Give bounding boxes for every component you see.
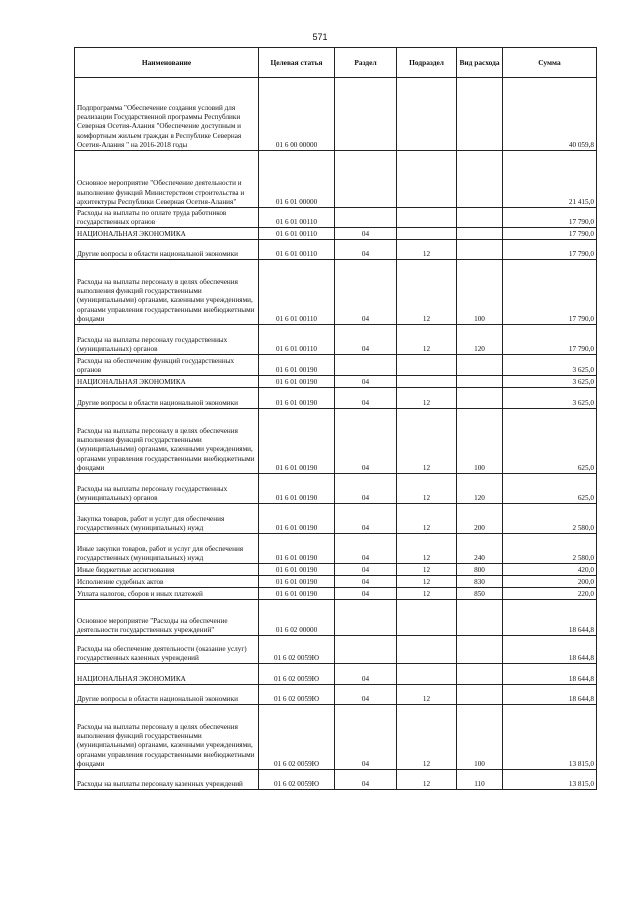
cell-name: Расходы на выплаты персоналу государственных (муниципальных) органов — [75, 474, 259, 504]
header-name: Наименование — [75, 48, 259, 78]
table-row — [75, 208, 597, 228]
cell-target-article: 01 6 02 0059Ю — [259, 770, 335, 790]
cell-section: 04 — [335, 409, 397, 474]
cell-name: Расходы на обеспечение деятельности (оказание услуг) государственных казенных учреждений — [75, 636, 259, 664]
cell-sum: 17 790,0 — [503, 240, 597, 260]
cell-expense-type — [457, 228, 503, 240]
cell-name: Закупка товаров, работ и услуг для обеспечения государственных (муниципальных) нужд — [75, 504, 259, 534]
cell-sum: 13 815,0 — [503, 705, 597, 770]
cell-target-article: 01 6 01 00190 — [259, 564, 335, 576]
cell-sum: 40 059,8 — [503, 78, 597, 151]
cell-sum: 17 790,0 — [503, 325, 597, 355]
cell-expense-type — [457, 78, 503, 151]
cell-sum: 17 790,0 — [503, 260, 597, 325]
cell-target-article: 01 6 01 00110 — [259, 228, 335, 240]
table-row — [75, 325, 597, 355]
cell-section: 04 — [335, 685, 397, 705]
cell-section: 04 — [335, 240, 397, 260]
cell-subsection — [397, 636, 457, 664]
cell-expense-type — [457, 600, 503, 636]
cell-target-article: 01 6 01 00190 — [259, 504, 335, 534]
cell-target-article: 01 6 01 00190 — [259, 409, 335, 474]
cell-name: Уплата налогов, сборов и иных платежей — [75, 588, 259, 600]
cell-target-article: 01 6 00 00000 — [259, 78, 335, 151]
cell-section: 04 — [335, 534, 397, 564]
cell-section: 04 — [335, 664, 397, 685]
cell-target-article: 01 6 01 00000 — [259, 151, 335, 208]
cell-sum: 13 815,0 — [503, 770, 597, 790]
cell-expense-type — [457, 636, 503, 664]
cell-subsection: 12 — [397, 576, 457, 588]
cell-sum: 420,0 — [503, 564, 597, 576]
cell-expense-type — [457, 685, 503, 705]
cell-sum: 18 644,8 — [503, 636, 597, 664]
cell-section — [335, 78, 397, 151]
cell-subsection — [397, 664, 457, 685]
cell-subsection: 12 — [397, 325, 457, 355]
table-row — [75, 534, 597, 564]
table-row — [75, 355, 597, 376]
cell-expense-type — [457, 151, 503, 208]
cell-name: Основное мероприятие "Обеспечение деятельности и выполнение функций Министерством строительства и архитектуры Республики Северная Осетия-Алания" — [75, 151, 259, 208]
cell-target-article: 01 6 02 0059Ю — [259, 664, 335, 685]
cell-subsection: 12 — [397, 685, 457, 705]
table-row — [75, 474, 597, 504]
cell-target-article: 01 6 01 00110 — [259, 208, 335, 228]
table-row — [75, 504, 597, 534]
cell-name: Другие вопросы в области национальной экономики — [75, 240, 259, 260]
cell-name: Расходы на обеспечение функций государственных органов — [75, 355, 259, 376]
cell-subsection: 12 — [397, 504, 457, 534]
cell-section: 04 — [335, 376, 397, 388]
cell-subsection — [397, 78, 457, 151]
cell-section: 04 — [335, 770, 397, 790]
cell-expense-type — [457, 208, 503, 228]
cell-subsection — [397, 600, 457, 636]
cell-subsection — [397, 208, 457, 228]
cell-sum: 18 644,8 — [503, 600, 597, 636]
cell-sum: 220,0 — [503, 588, 597, 600]
cell-target-article: 01 6 01 00110 — [259, 240, 335, 260]
cell-target-article: 01 6 01 00190 — [259, 388, 335, 409]
cell-name: Расходы на выплаты по оплате труда работников государственных органов — [75, 208, 259, 228]
cell-sum: 21 415,0 — [503, 151, 597, 208]
table-row — [75, 576, 597, 588]
cell-section — [335, 600, 397, 636]
cell-sum: 3 625,0 — [503, 388, 597, 409]
cell-subsection: 12 — [397, 388, 457, 409]
cell-target-article: 01 6 01 00190 — [259, 355, 335, 376]
cell-section: 04 — [335, 474, 397, 504]
cell-target-article: 01 6 01 00110 — [259, 325, 335, 355]
cell-expense-type: 120 — [457, 325, 503, 355]
cell-section: 04 — [335, 705, 397, 770]
budget-table — [74, 47, 597, 790]
cell-subsection: 12 — [397, 705, 457, 770]
cell-sum: 625,0 — [503, 474, 597, 504]
cell-sum: 18 644,8 — [503, 664, 597, 685]
header-expense-type: Вид расхода — [457, 48, 503, 78]
table-row — [75, 770, 597, 790]
cell-target-article: 01 6 01 00190 — [259, 588, 335, 600]
cell-section: 04 — [335, 576, 397, 588]
cell-section: 04 — [335, 388, 397, 409]
cell-expense-type: 200 — [457, 504, 503, 534]
table-row — [75, 228, 597, 240]
cell-expense-type: 100 — [457, 705, 503, 770]
cell-expense-type: 800 — [457, 564, 503, 576]
cell-target-article: 01 6 01 00190 — [259, 576, 335, 588]
cell-subsection: 12 — [397, 260, 457, 325]
cell-expense-type: 100 — [457, 260, 503, 325]
table-row — [75, 151, 597, 208]
cell-subsection — [397, 355, 457, 376]
cell-sum: 2 580,0 — [503, 504, 597, 534]
cell-subsection: 12 — [397, 564, 457, 576]
table-row — [75, 664, 597, 685]
cell-sum: 2 580,0 — [503, 534, 597, 564]
cell-target-article: 01 6 02 0059Ю — [259, 636, 335, 664]
cell-name: Расходы на выплаты персоналу в целях обеспечения выполнения функций государственными (муниципальными) органами, казенными учреждениями, органами управления государственными внебюджетными фондами — [75, 260, 259, 325]
cell-name: Иные закупки товаров, работ и услуг для обеспечения государственных (муниципальных) нужд — [75, 534, 259, 564]
cell-name: НАЦИОНАЛЬНАЯ ЭКОНОМИКА — [75, 228, 259, 240]
cell-sum: 17 790,0 — [503, 228, 597, 240]
cell-name: Расходы на выплаты персоналу казенных учреждений — [75, 770, 259, 790]
cell-subsection: 12 — [397, 474, 457, 504]
cell-expense-type — [457, 240, 503, 260]
header-target-article: Целевая статья — [259, 48, 335, 78]
header-subsection: Подраздел — [397, 48, 457, 78]
table-row — [75, 260, 597, 325]
cell-name: НАЦИОНАЛЬНАЯ ЭКОНОМИКА — [75, 376, 259, 388]
cell-section: 04 — [335, 325, 397, 355]
cell-expense-type: 850 — [457, 588, 503, 600]
cell-target-article: 01 6 02 00000 — [259, 600, 335, 636]
cell-expense-type: 120 — [457, 474, 503, 504]
cell-section — [335, 208, 397, 228]
cell-subsection: 12 — [397, 240, 457, 260]
table-row — [75, 376, 597, 388]
table-header-row — [75, 48, 597, 78]
table-body — [75, 78, 597, 790]
cell-target-article: 01 6 01 00190 — [259, 534, 335, 564]
cell-section: 04 — [335, 504, 397, 534]
cell-name: Расходы на выплаты персоналу государственных (муниципальных) органов — [75, 325, 259, 355]
cell-sum: 3 625,0 — [503, 376, 597, 388]
cell-name: Подпрограмма "Обеспечение создания условий для реализации Государственной программы Республики Северная Осетия-Алания "Обеспечение доступным и комфортным жильем граждан в Республике Северная Осетия-Алания " на 2016-2018 годы — [75, 78, 259, 151]
cell-expense-type — [457, 355, 503, 376]
cell-name: Расходы на выплаты персоналу в целях обеспечения выполнения функций государственными (муниципальными) органами, казенными учреждениями, органами управления государственными внебюджетными фондами — [75, 409, 259, 474]
page-number: 571 — [312, 32, 328, 42]
table-row — [75, 564, 597, 576]
cell-section: 04 — [335, 588, 397, 600]
table-row — [75, 600, 597, 636]
table-row — [75, 388, 597, 409]
cell-target-article: 01 6 01 00190 — [259, 474, 335, 504]
cell-name: Основное мероприятие "Расходы на обеспечение деятельности государственных учреждений" — [75, 600, 259, 636]
cell-name: Другие вопросы в области национальной экономики — [75, 685, 259, 705]
cell-name: Другие вопросы в области национальной экономики — [75, 388, 259, 409]
cell-target-article: 01 6 02 0059Ю — [259, 705, 335, 770]
cell-section — [335, 151, 397, 208]
cell-subsection: 12 — [397, 409, 457, 474]
cell-sum: 625,0 — [503, 409, 597, 474]
cell-name: Расходы на выплаты персоналу в целях обеспечения выполнения функций государственными (муниципальными) органами, казенными учреждениями, органами управления государственными внебюджетными фондами — [75, 705, 259, 770]
cell-expense-type: 100 — [457, 409, 503, 474]
table-row — [75, 685, 597, 705]
cell-expense-type — [457, 664, 503, 685]
header-sum: Сумма — [503, 48, 597, 78]
cell-section — [335, 636, 397, 664]
cell-sum: 200,0 — [503, 576, 597, 588]
table-row — [75, 588, 597, 600]
table-row — [75, 240, 597, 260]
cell-section — [335, 355, 397, 376]
cell-expense-type: 110 — [457, 770, 503, 790]
cell-expense-type: 830 — [457, 576, 503, 588]
cell-expense-type: 240 — [457, 534, 503, 564]
cell-subsection: 12 — [397, 534, 457, 564]
cell-target-article: 01 6 01 00110 — [259, 260, 335, 325]
cell-name: Исполнение судебных актов — [75, 576, 259, 588]
cell-subsection — [397, 228, 457, 240]
cell-subsection — [397, 151, 457, 208]
cell-sum: 17 790,0 — [503, 208, 597, 228]
cell-section: 04 — [335, 260, 397, 325]
table-row — [75, 409, 597, 474]
cell-name: Иные бюджетные ассигнования — [75, 564, 259, 576]
cell-subsection — [397, 376, 457, 388]
cell-section: 04 — [335, 564, 397, 576]
cell-name: НАЦИОНАЛЬНАЯ ЭКОНОМИКА — [75, 664, 259, 685]
table-row — [75, 78, 597, 151]
cell-subsection: 12 — [397, 770, 457, 790]
cell-subsection: 12 — [397, 588, 457, 600]
table-row — [75, 636, 597, 664]
cell-target-article: 01 6 01 00190 — [259, 376, 335, 388]
cell-target-article: 01 6 02 0059Ю — [259, 685, 335, 705]
cell-section: 04 — [335, 228, 397, 240]
cell-expense-type — [457, 376, 503, 388]
cell-expense-type — [457, 388, 503, 409]
table-row — [75, 705, 597, 770]
cell-sum: 18 644,8 — [503, 685, 597, 705]
cell-sum: 3 625,0 — [503, 355, 597, 376]
header-section: Раздел — [335, 48, 397, 78]
